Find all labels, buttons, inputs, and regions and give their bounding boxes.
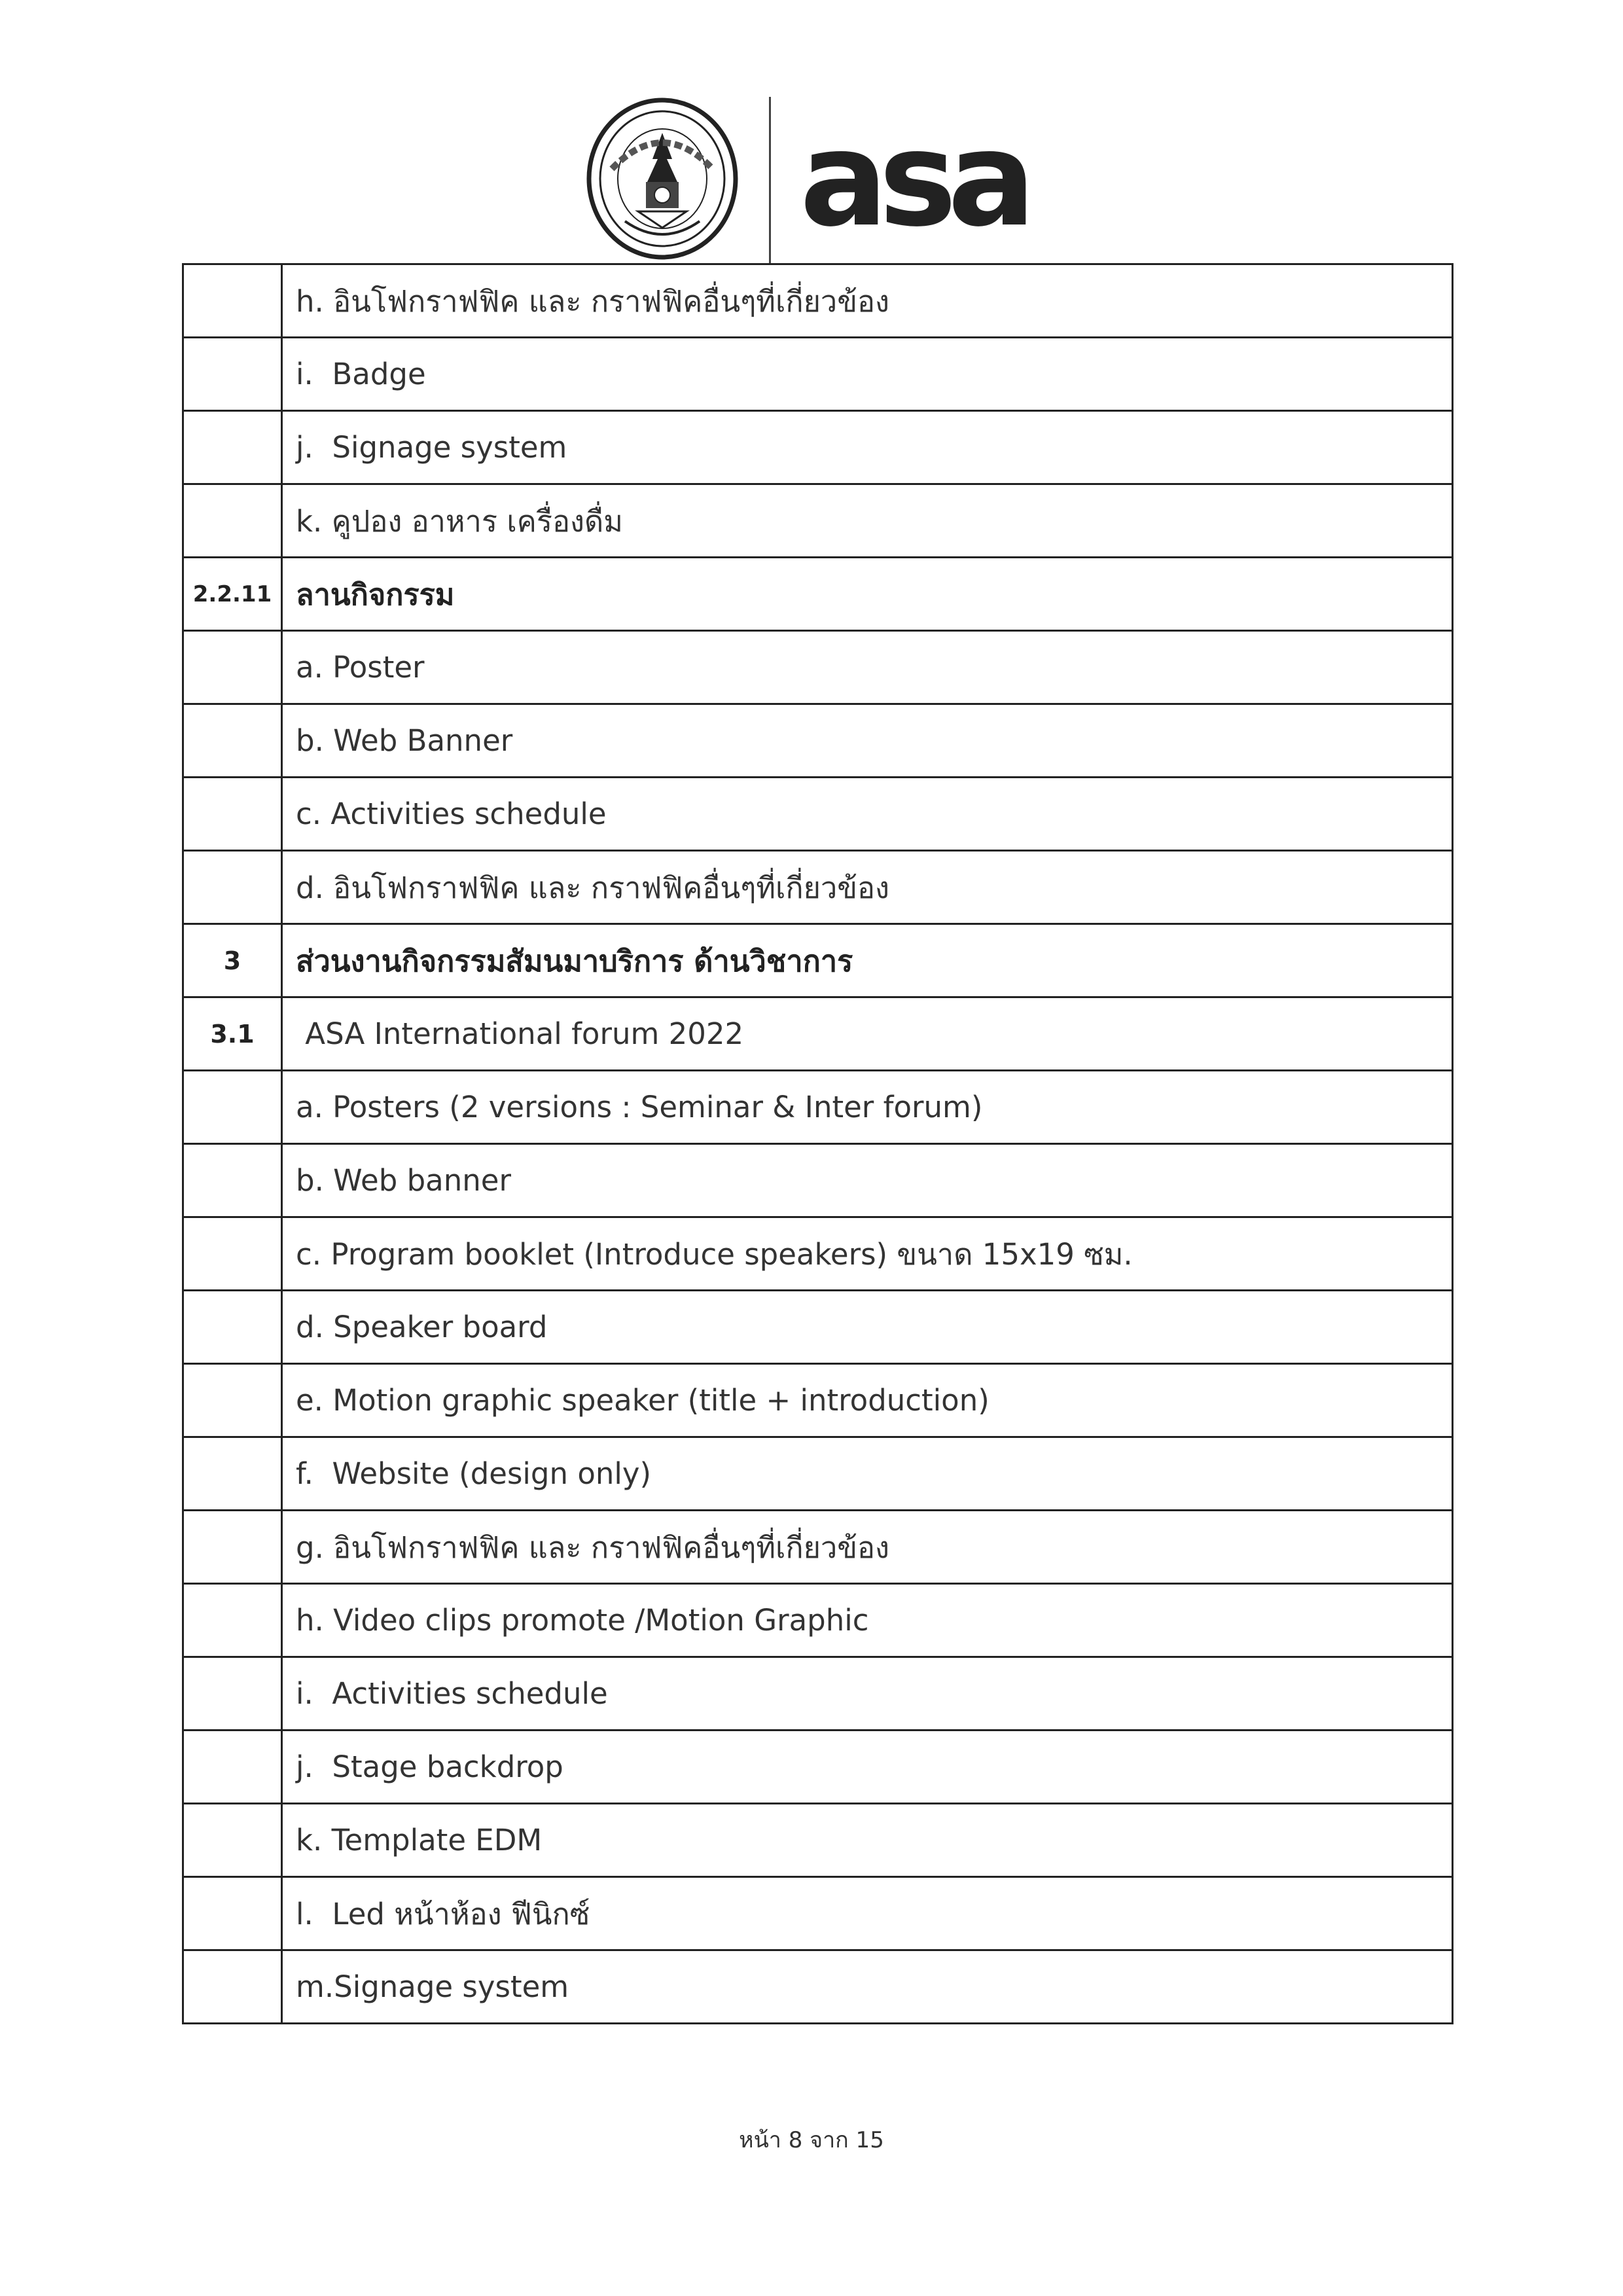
deliverables-table (182, 263, 1454, 2024)
page-header (0, 0, 1623, 265)
row-text: a. Poster (282, 631, 1453, 704)
table-row (183, 338, 1453, 411)
table-row (183, 264, 1453, 338)
row-text: k. Template EDM (282, 1804, 1453, 1877)
row-number (183, 1804, 282, 1877)
row-text: c. Program booklet (Introduce speakers) ขนาด 15x19 ซม. (282, 1217, 1453, 1291)
row-number (183, 411, 282, 484)
row-text: c. Activities schedule (282, 778, 1453, 851)
row-number (183, 1144, 282, 1217)
table-row (183, 1437, 1453, 1511)
row-number (183, 778, 282, 851)
table-row (183, 1217, 1453, 1291)
row-text: e. Motion graphic speaker (title + introduction) (282, 1364, 1453, 1437)
table-row (183, 1584, 1453, 1657)
row-text: h. อินโฟกราฟฟิค และ กราฟฟิคอื่นๆที่เกี่ยวข้อง (282, 264, 1453, 338)
association-seal-icon (586, 97, 740, 260)
table-row (183, 1511, 1453, 1584)
row-number (183, 1511, 282, 1584)
row-text: d. Speaker board (282, 1291, 1453, 1364)
row-text: b. Web Banner (282, 704, 1453, 778)
row-number (183, 704, 282, 778)
table-row (183, 1657, 1453, 1731)
row-text: d. อินโฟกราฟฟิค และ กราฟฟิคอื่นๆที่เกี่ยวข้อง (282, 851, 1453, 924)
row-number (183, 1364, 282, 1437)
row-number (183, 1071, 282, 1144)
row-text: f. Website (design only) (282, 1437, 1453, 1511)
row-text: i. Activities schedule (282, 1657, 1453, 1731)
row-text: i. Badge (282, 338, 1453, 411)
row-number (183, 1437, 282, 1511)
table-row (183, 1804, 1453, 1877)
asa-logo: asa (800, 103, 1027, 256)
table-row (183, 558, 1453, 631)
table-row (183, 1731, 1453, 1804)
table-row (183, 1291, 1453, 1364)
row-number (183, 264, 282, 338)
header-divider (769, 97, 771, 264)
row-text: l. Led หน้าห้อง ฟีนิกซ์ (282, 1877, 1453, 1950)
row-number (183, 338, 282, 411)
table-row (183, 997, 1453, 1071)
row-text: m.Signage system (282, 1950, 1453, 2024)
row-number: 2.2.11 (183, 558, 282, 631)
row-text: ลานกิจกรรม (282, 558, 1453, 631)
row-number (183, 484, 282, 558)
table-row (183, 704, 1453, 778)
row-number (183, 1291, 282, 1364)
row-text: j. Stage backdrop (282, 1731, 1453, 1804)
row-number (183, 1657, 282, 1731)
row-text: j. Signage system (282, 411, 1453, 484)
row-text: ส่วนงานกิจกรรมสัมนมาบริการ ด้านวิชาการ (282, 924, 1453, 997)
row-number: 3 (183, 924, 282, 997)
row-text: h. Video clips promote /Motion Graphic (282, 1584, 1453, 1657)
row-text: g. อินโฟกราฟฟิค และ กราฟฟิคอื่นๆที่เกี่ยวข้อง (282, 1511, 1453, 1584)
row-number: 3.1 (183, 997, 282, 1071)
table-row (183, 778, 1453, 851)
row-number (183, 1950, 282, 2024)
table-row (183, 1071, 1453, 1144)
table-row (183, 1144, 1453, 1217)
table-row (183, 1364, 1453, 1437)
table-row (183, 924, 1453, 997)
table-row (183, 484, 1453, 558)
row-number (183, 1584, 282, 1657)
row-number (183, 851, 282, 924)
row-number (183, 1877, 282, 1950)
row-text: b. Web banner (282, 1144, 1453, 1217)
row-number (183, 1217, 282, 1291)
row-text: ASA International forum 2022 (282, 997, 1453, 1071)
row-text: k. คูปอง อาหาร เครื่องดื่ม (282, 484, 1453, 558)
table-row (183, 411, 1453, 484)
row-text: a. Posters (2 versions : Seminar & Inter forum) (282, 1071, 1453, 1144)
table-row (183, 1950, 1453, 2024)
table-row (183, 631, 1453, 704)
table-row (183, 1877, 1453, 1950)
table-row (183, 851, 1453, 924)
row-number (183, 1731, 282, 1804)
row-number (183, 631, 282, 704)
page-number: หน้า 8 จาก 15 (739, 2127, 884, 2153)
